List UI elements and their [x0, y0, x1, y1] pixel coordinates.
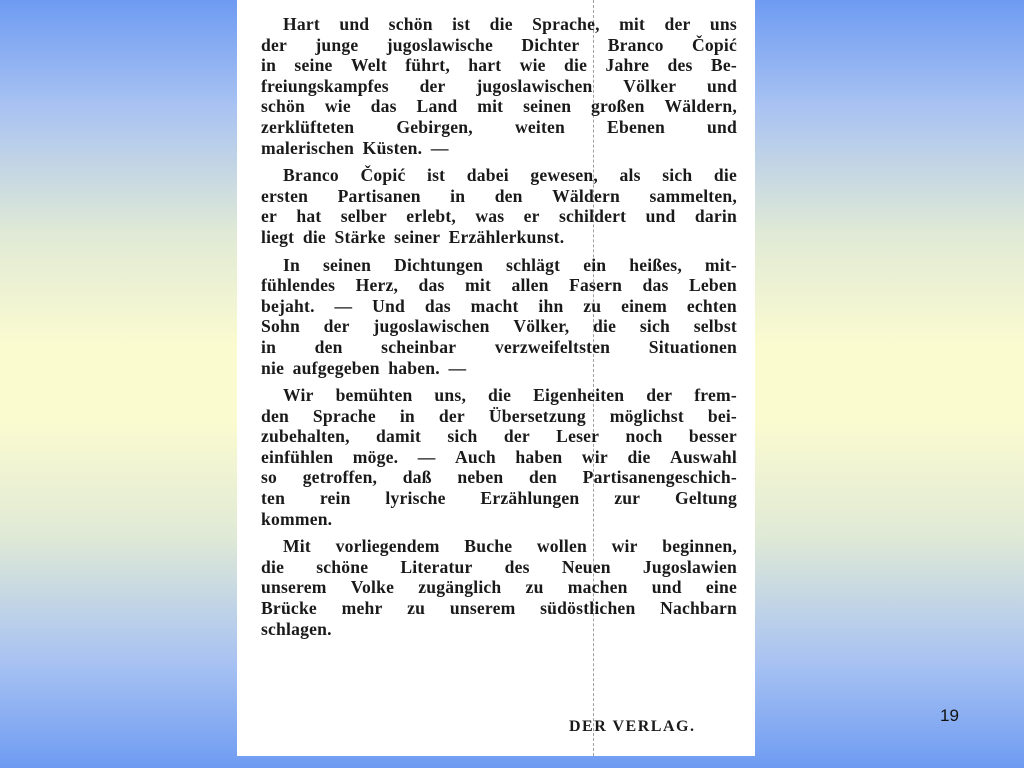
text-line: Brücke mehr zu unserem südöstlichen Nachbarn [261, 598, 737, 619]
paragraph-2 [261, 165, 737, 247]
text-line: ersten Partisanen in den Wäldern sammelten, [261, 185, 737, 206]
text-line: einfühlen möge. — Auch haben wir die Auswahl [261, 446, 737, 467]
text-line: bejaht. — Und das macht ihn zu einem echten [261, 295, 737, 316]
text-line: fühlendes Herz, das mit allen Fasern das Leben [261, 275, 737, 296]
text-line: er hat selber erlebt, was er schildert und darin [261, 206, 737, 227]
paragraph-1 [261, 14, 737, 158]
publisher-signature: DER VERLAG. [569, 718, 696, 735]
text-line: nie aufgegeben haben. — [261, 357, 467, 378]
text-line: so getroffen, daß neben den Partisanengeschich- [261, 467, 737, 488]
text-line: zubehalten, damit sich der Leser noch besser [261, 426, 737, 447]
text-line: in seine Welt führt, hart wie die Jahre des Be- [261, 55, 737, 76]
scanned-document-page [237, 0, 755, 756]
text-line: Sohn der jugoslawischen Völker, die sich selbst [261, 316, 737, 337]
text-line: zerklüfteten Gebirgen, weiten Ebenen und [261, 116, 737, 137]
text-line: ten rein lyrische Erzählungen zur Geltung [261, 488, 737, 509]
text-line: malerischen Küsten. — [261, 137, 449, 158]
text-line: In seinen Dichtungen schlägt ein heißes, mit- [283, 254, 737, 275]
text-line: schlagen. [261, 618, 332, 639]
paragraph-3 [261, 255, 737, 379]
text-line: kommen. [261, 508, 333, 529]
text-column [261, 14, 737, 646]
paragraph-4 [261, 385, 737, 529]
text-line: Wir bemühten uns, die Eigenheiten der frem- [283, 385, 737, 406]
slide-page-number: 19 [940, 706, 959, 725]
text-line: liegt die Stärke seiner Erzählerkunst. [261, 226, 565, 247]
text-line: Hart und schön ist die Sprache, mit der uns [283, 14, 737, 34]
text-line: der junge jugoslawische Dichter Branco Čopić [261, 34, 737, 55]
paragraph-5 [261, 536, 737, 639]
text-line: den Sprache in der Übersetzung möglichst bei- [261, 405, 737, 426]
text-line: in den scheinbar verzweifeltsten Situationen [261, 336, 737, 357]
text-line: schön wie das Land mit seinen großen Wäldern, [261, 96, 737, 117]
text-line: freiungskampfes der jugoslawischen Völker und [261, 75, 737, 96]
text-line: die schöne Literatur des Neuen Jugoslawien [261, 556, 737, 577]
text-line: unserem Volke zugänglich zu machen und eine [261, 577, 737, 598]
text-line: Mit vorliegendem Buche wollen wir beginnen, [283, 536, 737, 557]
text-line: Branco Čopić ist dabei gewesen, als sich die [283, 165, 737, 186]
